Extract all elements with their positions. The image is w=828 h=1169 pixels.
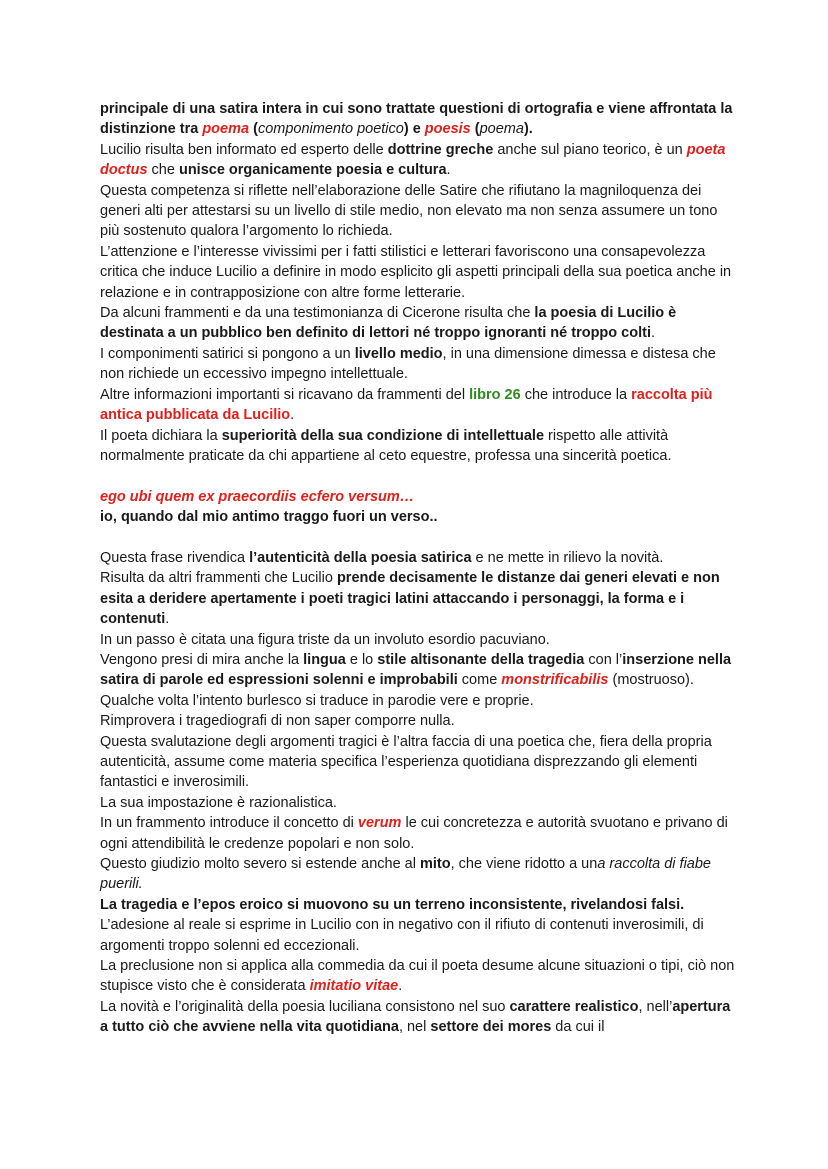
text-run: I componimenti satirici si pongono a un — [100, 345, 355, 362]
text-run: imitatio vitae — [309, 978, 399, 995]
paragraph — [100, 568, 740, 629]
text-run: lingua — [303, 651, 346, 668]
paragraph — [100, 140, 740, 181]
text-run: anche sul piano teorico, è un — [493, 141, 687, 158]
blank-line — [100, 528, 740, 548]
text-run: principale di una satira intera in cui sono trattate questioni di ortografia e viene affrontata la distinzione tra — [100, 101, 733, 138]
text-run: ( — [470, 121, 480, 138]
text-run: superiorità della sua condizione di intellettuale — [221, 427, 545, 444]
text-run: unisce organicamente poesia e cultura — [178, 162, 447, 179]
paragraph — [100, 181, 740, 242]
text-run: La tragedia e l’epos eroico si muovono su un terreno inconsistente, rivelandosi falsi. — [100, 896, 685, 913]
text-run: e ne mette in rilievo la novità. — [471, 549, 664, 566]
text-run: ( — [249, 121, 258, 138]
paragraph — [100, 915, 740, 956]
paragraph — [100, 711, 740, 731]
text-run: In un frammento introduce il concetto di — [100, 815, 358, 832]
text-run: raccolta più antica pubblicata da Lucilio — [100, 386, 713, 424]
paragraph — [100, 732, 740, 793]
text-run: . — [650, 325, 656, 342]
text-run: Altre informazioni importanti si ricavano da frammenti del — [100, 386, 470, 403]
text-run: La novità e l’originalità della poesia luciliana consistono nel suo — [100, 998, 510, 1015]
text-run: , in una dimensione dimessa e distesa che non richiede un eccessivo impegno intellettuale. — [100, 345, 716, 383]
paragraph — [100, 630, 740, 650]
paragraph — [100, 344, 740, 385]
text-run: l’autenticità della poesia satirica — [249, 549, 472, 566]
text-run: Questa svalutazione degli argomenti tragici è l’altra faccia di una poetica che, fiera della propria autenticità, assume come materia specifica l’esperienza quotidiana disprezzando gli elementi fantastici e inverosimili. — [100, 733, 712, 791]
text-run: da cui il — [551, 1019, 605, 1036]
text-run: . — [398, 978, 403, 995]
text-run: rispetto alle attività normalmente praticate da chi appartiene al ceto equestre, professa una sincerità poetica. — [100, 427, 672, 464]
paragraph — [100, 548, 740, 568]
text-run: Questo giudizio molto severo si estende anche al — [100, 856, 420, 872]
text-run: componimento poetico — [257, 121, 404, 138]
text-run: Da alcuni frammenti e da una testimonianza di Cicerone risulta che — [100, 305, 535, 322]
text-run: L’attenzione e l’interesse vivissimi per i fatti stilistici e letterari favoriscono una consapevolezza critica che induce Lucilio a definire in modo esplicito gli aspetti principali della sua poetica anche in relazione e in contrapposizione con altre forme letterarie. — [100, 243, 732, 301]
text-run: ego ubi quem ex praecordiis ecfero versum… — [100, 488, 415, 505]
paragraph — [100, 997, 740, 1038]
text-run: (mostruoso). — [608, 672, 694, 689]
paragraph — [100, 303, 740, 344]
paragraph — [100, 854, 740, 895]
paragraph — [100, 895, 740, 915]
paragraph — [100, 426, 740, 467]
paragraph — [100, 793, 740, 813]
text-run: che — [147, 162, 179, 179]
text-run: Rimprovera i tragediografi di non saper comporre nulla. — [100, 713, 455, 730]
text-run: poesis — [424, 121, 471, 138]
paragraph — [100, 650, 740, 691]
text-run: stile altisonante della tragedia — [377, 651, 585, 668]
text-run: che introduce la — [520, 386, 632, 403]
text-run: settore dei mores — [430, 1019, 552, 1036]
text-run: . — [165, 611, 170, 628]
text-run: , nel — [398, 1019, 431, 1036]
paragraph — [100, 385, 740, 426]
text-run: poema — [202, 121, 250, 138]
paragraph — [100, 507, 740, 527]
text-run: poema — [479, 121, 524, 138]
text-run: apertura a tutto ciò che avviene nella vita quotidiana — [100, 998, 731, 1036]
paragraph — [100, 691, 740, 711]
text-run: Questa frase rivendica — [100, 549, 250, 566]
text-run: livello medio — [354, 345, 443, 362]
text-run: La sua impostazione è razionalistica. — [100, 794, 337, 811]
text-run: Qualche volta l’intento burlesco si traduce in parodie vere e proprie. — [100, 692, 534, 709]
text-run: Questa competenza si riflette nell’elaborazione delle Satire che rifiutano la magniloquenza dei generi alti per attestarsi su un livello di stile medio, non elevato ma non senza assumere un tono più sostenuto qualora l’argomento lo richieda. — [100, 182, 718, 240]
text-run: carattere realistico — [509, 998, 639, 1015]
text-run: L’adesione al reale si esprime in Lucilio con in negativo con il rifiuto di contenuti inverosimili, di argomenti troppo solenni ed eccezionali. — [100, 917, 704, 954]
document-page — [100, 99, 740, 1038]
text-run: con l’ — [584, 651, 623, 668]
text-run: , che viene ridotto a un — [450, 856, 598, 872]
text-run: poeta doctus — [100, 141, 726, 179]
text-run: la poesia di Lucilio è destinata a un pubblico ben definito di lettori né troppo ignoranti né troppo colti — [100, 305, 677, 342]
paragraph — [100, 242, 740, 303]
text-run: , nell’ — [638, 998, 673, 1015]
text-run: monstrificabilis — [501, 672, 609, 689]
paragraph — [100, 956, 740, 997]
text-run: inserzione nella satira di parole ed espressioni solenni e improbabili — [100, 651, 732, 689]
text-run: le cui concretezza e autorità svuotano e privano di ogni attendibilità le credenze popolari e non solo. — [100, 815, 728, 852]
paragraph — [100, 487, 740, 507]
blank-line — [100, 466, 740, 486]
text-run: Il poeta dichiara la — [100, 427, 222, 444]
text-run: come — [457, 672, 502, 689]
text-run: prende decisamente le distanze dai generi elevati e non esita a deridere apertamente i poeti tragici latini attaccando i personaggi, la forma e i contenuti — [100, 570, 720, 628]
text-run: In un passo è citata una figura triste da un involuto esordio pacuviano. — [100, 631, 550, 648]
text-run: Risulta da altri frammenti che Lucilio — [100, 570, 337, 587]
text-run: La preclusione non si applica alla commedia da cui il poeta desume alcune situazioni o tipi, ciò non stupisce visto che è considerata — [100, 958, 735, 995]
text-run: ). — [523, 121, 533, 138]
text-run: . — [446, 162, 451, 179]
text-run: mito — [420, 856, 451, 872]
text-run: e lo — [345, 651, 378, 668]
text-run: Lucilio risulta ben informato ed esperto delle — [100, 141, 388, 158]
text-run: io, quando dal mio antimo traggo fuori un verso.. — [100, 509, 438, 526]
text-run: libro 26 — [469, 386, 521, 403]
text-run: ) e — [403, 121, 425, 138]
text-run: verum — [357, 815, 402, 832]
text-run: . — [290, 407, 295, 424]
paragraph — [100, 99, 740, 140]
text-run: dottrine greche — [387, 141, 494, 158]
paragraph — [100, 813, 740, 854]
text-run: a raccolta di fiabe puerili. — [100, 856, 711, 893]
text-run: Vengono presi di mira anche la — [100, 651, 304, 668]
